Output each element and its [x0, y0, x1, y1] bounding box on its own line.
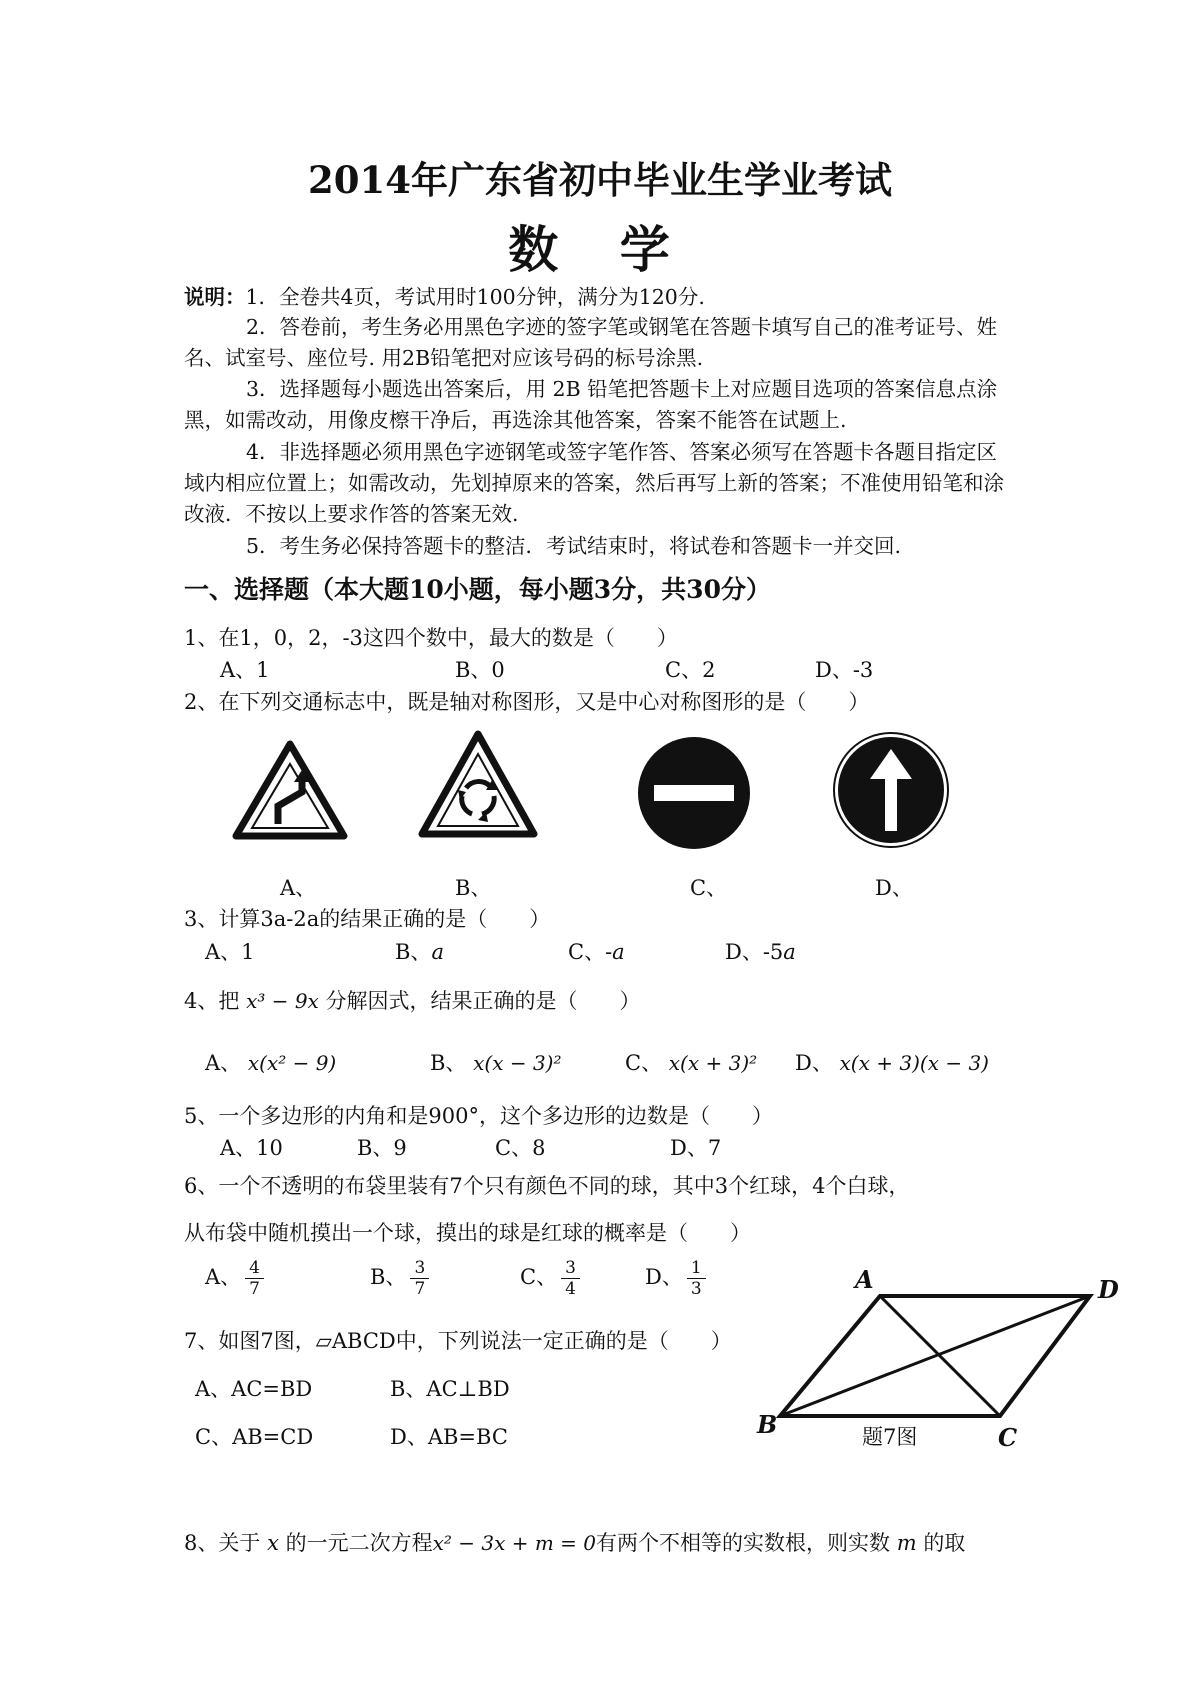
- q1-option-c: C、2: [665, 658, 716, 682]
- q8-end: 的取: [923, 1531, 966, 1555]
- q4-stem-expr: x³ − 9x: [246, 989, 319, 1013]
- q6-option-a-den: 7: [249, 1279, 260, 1299]
- q4-option-a-expr: x(x² − 9): [247, 1051, 337, 1075]
- q3-option-c-label: C、-: [568, 940, 613, 964]
- note-4a: 4．非选择题必须用黑色字迹钢笔或签字笔作答、答案必须写在答题卡各题目指定区: [246, 440, 998, 464]
- q4-option-d: [795, 1047, 989, 1077]
- q7-stem: 7、如图7图，▱ABCD中，下列说法一定正确的是（ ）: [184, 1329, 732, 1353]
- note-4c: 改液．不按以上要求作答的答案无效.: [184, 502, 519, 526]
- vertex-label-a: A: [855, 1265, 874, 1294]
- q4-stem-pre: 4、把: [184, 989, 240, 1013]
- q6-option-a-num: 4: [245, 1258, 264, 1279]
- note-3b: 黑，如需改动，用像皮檫干净后，再选涂其他答案，答案不能答在试题上.: [184, 408, 847, 432]
- q8-post: 有两个不相等的实数根，则实数: [596, 1531, 891, 1555]
- q2-option-b: B、: [455, 876, 492, 900]
- q6-option-b: [370, 1258, 429, 1299]
- q4-option-c-expr: x(x + 3)²: [668, 1051, 758, 1075]
- q7-option-c: C、AB=CD: [195, 1425, 314, 1449]
- q6-option-a: [205, 1258, 264, 1299]
- note-1: [184, 280, 705, 310]
- no-entry-sign-icon: [636, 735, 752, 851]
- roundabout-sign-icon: [418, 730, 538, 838]
- note-3a: 3．选择题每小题选出答案后，用 2B 铅笔把答题卡上对应题目选项的答案信息点涂: [246, 377, 998, 401]
- q4-option-c-label: C、: [625, 1051, 663, 1075]
- q6-option-c: [520, 1258, 580, 1299]
- q6-option-c-fraction: [561, 1258, 580, 1299]
- q7-option-b: B、AC⊥BD: [390, 1377, 510, 1401]
- note-2b: 名、试室号、座位号. 用2B铅笔把对应该号码的标号涂黑.: [184, 346, 704, 370]
- q8-mid: 的一元二次方程: [285, 1531, 433, 1555]
- q3-option-b-var: a: [431, 940, 444, 964]
- q3-option-b-label: B、: [395, 940, 432, 964]
- q8-pre: 8、关于: [184, 1531, 261, 1555]
- q3-option-d-var: a: [783, 940, 796, 964]
- exam-title: 2014年广东省初中毕业生学业考试: [308, 158, 892, 202]
- section-heading: 一、选择题（本大题10小题，每小题3分，共30分）: [184, 575, 771, 604]
- q6-option-b-fraction: [410, 1258, 429, 1299]
- q6-option-b-den: 7: [414, 1279, 426, 1299]
- q6-option-c-label: C、: [520, 1265, 558, 1289]
- q4-option-a: [205, 1047, 336, 1077]
- note-label: 说明：: [184, 285, 246, 309]
- q6-option-a-label: A、: [205, 1265, 242, 1289]
- diagonal-ac: [880, 1296, 1000, 1416]
- q3-option-d: [725, 936, 796, 966]
- q8-var-m: m: [896, 1531, 917, 1555]
- q6-option-b-label: B、: [370, 1265, 407, 1289]
- q5-stem: 5、一个多边形的内角和是900°，这个多边形的边数是（ ）: [184, 1104, 773, 1128]
- q5-option-b: B、9: [357, 1136, 407, 1160]
- q5-option-c: C、8: [495, 1136, 546, 1160]
- note-4b: 域内相应位置上；如需改动，先划掉原来的答案，然后再写上新的答案；不准使用铅笔和涂: [184, 471, 1004, 495]
- q2-stem: 2、在下列交通标志中，既是轴对称图形，又是中心对称图形的是（ ）: [184, 690, 870, 714]
- q4-option-b-expr: x(x − 3)²: [473, 1051, 562, 1075]
- q7-option-a: A、AC=BD: [195, 1377, 313, 1401]
- q8-equation: x² − 3x + m = 0: [432, 1531, 597, 1555]
- subject-title: 数 学: [508, 220, 692, 279]
- vertex-label-b: B: [757, 1410, 778, 1439]
- parallelogram-figure: [760, 1260, 1120, 1460]
- q1-option-a: A、1: [220, 658, 270, 682]
- q6-option-a-fraction: [245, 1258, 264, 1299]
- q3-option-c-var: a: [612, 940, 625, 964]
- straight-ahead-sign-icon: [832, 731, 950, 849]
- q4-option-c: [625, 1047, 757, 1077]
- note-2a: 2．答卷前，考生务必用黑色字迹的签字笔或钢笔在答题卡填写自己的准考证号、姓: [246, 315, 998, 339]
- q6-option-b-num: 3: [410, 1258, 429, 1279]
- vertex-label-c: C: [998, 1423, 1018, 1452]
- q4-stem-post: 分解因式，结果正确的是（ ）: [325, 989, 641, 1013]
- q6-option-d-den: 3: [690, 1279, 702, 1299]
- q3-option-c: [568, 936, 625, 966]
- q6-stem-line1: 6、一个不透明的布袋里装有7个只有颜色不同的球，其中3个红球，4个白球，: [184, 1174, 910, 1198]
- q4-option-a-label: A、: [205, 1051, 242, 1075]
- q3-option-b: [395, 936, 444, 966]
- q2-option-d: D、: [875, 876, 913, 900]
- q7-option-d: D、AB=BC: [390, 1425, 508, 1449]
- q4-option-b: [430, 1047, 562, 1077]
- q6-option-d-num: 1: [687, 1258, 706, 1279]
- q4-option-b-label: B、: [430, 1051, 467, 1075]
- q8-stem: [184, 1527, 965, 1557]
- q6-option-c-num: 3: [561, 1258, 580, 1279]
- q3-option-a: A、1: [205, 940, 255, 964]
- q3-option-d-label: D、-5: [725, 940, 784, 964]
- q6-option-d-fraction: [687, 1258, 706, 1299]
- q8-var-x: x: [267, 1531, 279, 1555]
- q1-option-d: D、-3: [815, 658, 874, 682]
- q4-option-d-expr: x(x + 3)(x − 3): [839, 1051, 989, 1075]
- q2-option-c: C、: [690, 876, 728, 900]
- figure-caption: 题7图: [862, 1425, 918, 1449]
- vertex-label-d: D: [1098, 1275, 1119, 1304]
- q1-stem: 1、在1，0，2，-3这四个数中，最大的数是（ ）: [184, 626, 678, 650]
- q6-option-d-label: D、: [645, 1265, 683, 1289]
- q6-option-d: [645, 1258, 706, 1299]
- note-1-text: 1．全卷共4页，考试用时100分钟，满分为120分.: [245, 285, 705, 309]
- q2-option-a: A、: [280, 876, 317, 900]
- q6-option-c-den: 4: [565, 1279, 576, 1299]
- q4-stem: [184, 985, 641, 1015]
- q4-option-d-label: D、: [795, 1051, 833, 1075]
- q5-option-d: D、7: [670, 1136, 722, 1160]
- q5-option-a: A、10: [220, 1136, 283, 1160]
- q1-option-b: B、0: [455, 658, 505, 682]
- q6-stem-line2: 从布袋中随机摸出一个球，摸出的球是红球的概率是（ ）: [184, 1221, 751, 1245]
- note-5: 5．考生务必保持答题卡的整洁．考试结束时，将试卷和答题卡一并交回.: [246, 534, 902, 558]
- q3-stem: 3、计算3a-2a的结果正确的是（ ）: [184, 907, 551, 931]
- reverse-curve-sign-icon: [232, 740, 348, 840]
